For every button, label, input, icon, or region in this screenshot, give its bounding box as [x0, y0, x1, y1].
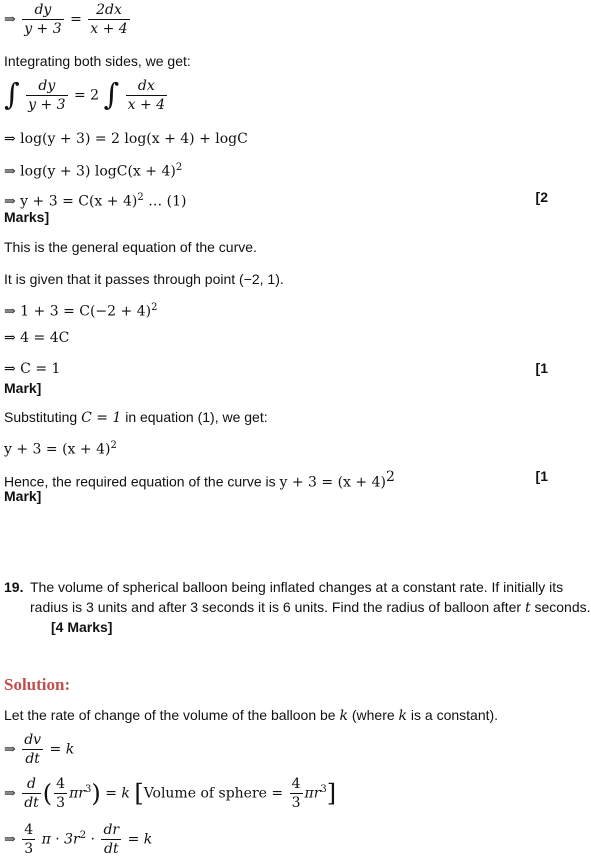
expr: y + 3 = (x + 4) [4, 441, 111, 458]
equation-number: … (1) [143, 193, 187, 210]
numerator: dv [24, 732, 42, 748]
exponent: 2 [385, 469, 395, 485]
equation-c-eq-1: ⇒ C = 1 [4, 361, 61, 377]
bracket-text: Volume of sphere = [143, 785, 284, 802]
rhs: = k [49, 741, 75, 758]
fraction-4-over-3 [290, 776, 303, 811]
exponent: 2 [151, 302, 158, 313]
math: k [339, 708, 348, 724]
math: t [524, 600, 531, 616]
exponent: 2 [110, 440, 117, 451]
denominator: y + 3 [28, 97, 66, 113]
exponent: 2 [137, 192, 144, 203]
text: radius is 3 units and after 3 seconds it is 6 units. Find the radius of balloon after [30, 599, 525, 615]
dot: · [86, 831, 95, 848]
text: seconds. [530, 599, 591, 615]
expr: π · 3r [41, 831, 80, 848]
equation-dv-dt [4, 732, 74, 767]
denominator: 3 [291, 795, 301, 811]
equals-two: = 2 [74, 87, 100, 104]
fraction-4-over-3 [22, 822, 35, 857]
question-text-line-1: The volume of spherical balloon being inflated changes at a constant rate. If initially its [30, 579, 564, 595]
integral-sign: ∫ [103, 77, 120, 113]
math: y + 3 = (x + 4) [279, 474, 386, 491]
rhs: = k [105, 785, 130, 802]
bracket: ] [326, 779, 337, 808]
paren: ) [91, 779, 101, 808]
text: in equation (1), we get: [121, 409, 268, 425]
text-hence [4, 468, 395, 492]
text: Let the rate of change of the volume of the balloon be [4, 707, 340, 723]
denominator: 3 [56, 795, 66, 811]
text-integrating: Integrating both sides, we get: [4, 53, 191, 69]
equation-particular [4, 437, 117, 459]
equation-log-2 [4, 159, 182, 181]
equation-dr-dt [4, 822, 152, 857]
fraction-dy-over-y3 [26, 78, 67, 113]
marks-label: [1 [535, 468, 548, 484]
question-text-line-2 [30, 598, 591, 617]
exponent: 3 [84, 783, 92, 795]
fraction-dr-over-dt [101, 822, 121, 857]
pi-r: πr [69, 785, 85, 802]
pi-r: πr [304, 785, 321, 802]
fraction-dv-over-dt [22, 732, 43, 767]
denominator: dt [24, 795, 39, 811]
expr: ⇒ y + 3 = C(x + 4) [4, 193, 138, 210]
solution-text-rate [4, 706, 498, 725]
equation-integral [4, 78, 169, 113]
exponent: 2 [79, 829, 87, 841]
text-passes-through: It is given that it passes through point (−2, 1). [4, 271, 284, 287]
denominator: x + 4 [90, 21, 128, 37]
numerator: dy [22, 2, 63, 20]
integral-sign: ∫ [4, 77, 20, 113]
numerator: 4 [291, 776, 301, 792]
denominator: dt [103, 841, 119, 857]
equation-line-1 [4, 2, 132, 37]
question-marks: [4 Marks] [51, 619, 113, 635]
equation-4-eq-4c: ⇒ 4 = 4C [4, 330, 70, 346]
denominator: x + 4 [127, 97, 166, 113]
text: Hence, the required equation of the curve is [4, 473, 280, 490]
rhs: = k [127, 831, 153, 848]
question-number: 19. [4, 579, 24, 595]
text-substituting [4, 408, 268, 427]
implies-symbol: ⇒ [4, 785, 16, 802]
text: is a constant). [407, 707, 499, 723]
fraction-2dx-over-x4 [88, 2, 129, 37]
equation-volume-derivative [4, 776, 336, 811]
fraction-dy-over-y3 [22, 2, 63, 37]
math: k [398, 708, 408, 724]
math: C = 1 [81, 410, 122, 426]
numerator: 4 [24, 822, 34, 838]
denominator: dt [25, 751, 40, 767]
exponent: 2 [175, 162, 183, 173]
fraction-dx-over-x4 [126, 78, 167, 113]
implies-symbol: ⇒ [4, 11, 16, 28]
numerator: dy [26, 78, 67, 96]
marks-label: [1 [535, 360, 548, 376]
paren: ( [42, 779, 53, 808]
denominator: 3 [24, 841, 34, 857]
equation-substitute-point [4, 299, 157, 321]
fraction-4-over-3 [54, 776, 67, 811]
numerator: dr [103, 822, 120, 838]
exponent: 3 [320, 783, 327, 795]
text: (where [347, 707, 399, 723]
implies-symbol: ⇒ [4, 741, 16, 758]
marks-label: Marks] [4, 209, 50, 225]
denominator: y + 3 [24, 21, 62, 37]
text-general-equation: This is the general equation of the curve. [4, 239, 257, 255]
marks-label: Mark] [4, 488, 42, 504]
equation-log-1: ⇒ log(y + 3) = 2 log(x + 4) + logC [4, 131, 248, 147]
marks-label: [2 [535, 189, 548, 205]
numerator: 4 [56, 776, 66, 792]
marks-label: Mark] [4, 380, 42, 396]
numerator: d [22, 776, 41, 794]
bracket: [ [134, 779, 144, 808]
solution-heading: Solution: [4, 675, 71, 694]
numerator: 2dx [88, 2, 129, 20]
expr: ⇒ log(y + 3) logC(x + 4) [4, 163, 176, 180]
fraction-d-over-dt [22, 776, 41, 811]
numerator: dx [126, 78, 167, 96]
equals: = [70, 11, 82, 28]
implies-symbol: ⇒ [4, 831, 16, 848]
text: Substituting [4, 409, 82, 425]
expr: ⇒ 1 + 3 = C(−2 + 4) [4, 303, 152, 320]
